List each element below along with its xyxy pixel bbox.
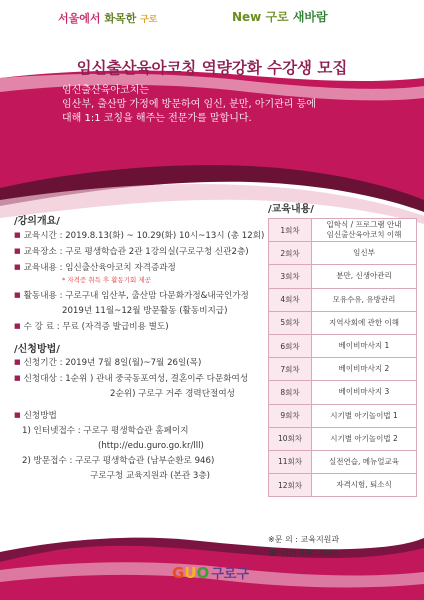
- seoul-slogan-logo: [58, 10, 157, 26]
- session-cell: 9회차: [269, 404, 312, 427]
- list-item: ■ 교육장소 : 구로 평생학습관 2관 1강의실(구로구청 신관2층): [14, 247, 249, 257]
- session-cell: 12회차: [269, 474, 312, 497]
- session-cell: 8회차: [269, 381, 312, 404]
- topic-cell: [312, 450, 417, 473]
- topic-cell: [312, 427, 417, 450]
- list-item: ■ 활동내용 : 구로구내 임산부, 출산맘 다문화가정&내국인가정: [14, 291, 249, 301]
- table-row: [269, 427, 417, 450]
- intro-line: 대해 1:1 코칭을 해주는 전문가를 말합니다.: [62, 113, 252, 124]
- intro-line: 임산부, 출산맘 가정에 방문하여 임신, 분만, 아기관리 등에: [62, 99, 316, 110]
- table-row: [269, 474, 417, 497]
- page-title: 임신출산육아코칭 역량강화 수강생 모집: [76, 59, 348, 77]
- visit-apply-office: 구로구청 교육지원과 (본관 3층): [90, 471, 210, 481]
- apply-heading: /신청방법/: [14, 344, 60, 355]
- topic-text: 분만, 신생아관리: [336, 271, 392, 281]
- topic-cell: [312, 404, 417, 427]
- apply-list: [14, 355, 248, 484]
- visit-apply: 2) 방문접수 : 구로구 평생학습관 (남부순환로 946): [22, 456, 215, 466]
- session-cell: 10회차: [269, 427, 312, 450]
- topic-text: 베이비마사지 2: [338, 364, 390, 374]
- table-row: [269, 381, 417, 404]
- topic-cell: [312, 381, 417, 404]
- session-cell: 1회차: [269, 219, 312, 242]
- logo-letter-g: G: [172, 564, 185, 582]
- list-item: ■ 신청방법: [14, 411, 57, 421]
- course-overview-heading: /강의개요/: [14, 216, 60, 227]
- table-row: [269, 404, 417, 427]
- list-item-continuation: 2순위) 구로구 거주 경력단절여성: [110, 389, 235, 399]
- intro-text: [62, 84, 382, 126]
- topic-text: 실전연습, 메뉴얼교육: [329, 456, 399, 466]
- list-item-continuation: 2019년 11월~12월 방문활동 (활동비지급): [62, 306, 228, 316]
- list-item: ■ 신청기간 : 2019년 7월 8일(월)~7월 26일(목): [14, 358, 202, 368]
- logo-letter-o: O: [196, 564, 210, 582]
- logo-row: [0, 4, 424, 34]
- table-row: [269, 311, 417, 334]
- topic-cell: [312, 311, 417, 334]
- logo-name: 구로구: [211, 567, 249, 582]
- guro-gu-logo: [172, 563, 249, 582]
- table-row: [269, 265, 417, 288]
- table-row: [269, 334, 417, 357]
- topic-cell: [312, 474, 417, 497]
- list-item: ■ 신청대상 : 1순위 ) 관내 중국동포여성, 결혼이주 다문화여성: [14, 374, 249, 384]
- new-guro-logo: [232, 8, 328, 25]
- table-row: [269, 288, 417, 311]
- logo-left-main: 화목한: [104, 12, 137, 25]
- table-row: [269, 450, 417, 473]
- table-row: [269, 242, 417, 265]
- session-cell: 4회차: [269, 288, 312, 311]
- topic-text: 베이비마사지 1: [338, 341, 390, 351]
- topic-cell: [312, 219, 417, 242]
- logo-right-main: New 구로: [232, 10, 289, 24]
- logo-right-suffix: 새바람: [292, 10, 328, 24]
- list-item: ■ 교육시간 : 2019.8.13(화) ~ 10.29(화) 10시~13시 (총 12회): [14, 231, 265, 241]
- topic-text: 자격시험, 퇴소식: [336, 480, 392, 490]
- content-note: * 자격증 취득 후 활동기회 제공: [62, 276, 151, 284]
- topic-text: 임신부: [353, 248, 375, 258]
- schedule-table: [268, 218, 417, 497]
- online-apply: 1) 인터넷접수 : 구로구 평생학습관 홈페이지: [22, 426, 189, 436]
- table-row: [269, 358, 417, 381]
- intro-line: 임신출산육아코치는: [62, 85, 149, 96]
- topic-cell: [312, 334, 417, 357]
- list-item: ■ 교육내용 : 임신출산육아코치 자격증과정: [14, 263, 176, 273]
- session-cell: 2회차: [269, 242, 312, 265]
- topic-text: 시기별 아기놀이법 2: [330, 433, 398, 443]
- topic-text: 베이비마사지 3: [338, 387, 390, 397]
- topic-cell: [312, 242, 417, 265]
- topic-text-line2: 임신출산육아코치 이해: [326, 230, 402, 240]
- contact-phone: ☎ (02) 860-2660: [268, 549, 338, 558]
- logo-letter-u: U: [184, 564, 197, 582]
- contact-dept: ※문 의 : 교육지원과: [268, 535, 340, 544]
- list-item: ■ 수 강 료 : 무료 (자격증 발급비용 별도): [14, 322, 169, 332]
- schedule-heading: /교육내용/: [268, 204, 314, 215]
- table-row: [269, 219, 417, 242]
- logo-left-suffix: 구로: [140, 15, 158, 25]
- session-cell: 11회차: [269, 450, 312, 473]
- logo-left-prefix: 서울에서: [58, 12, 101, 25]
- topic-cell: [312, 265, 417, 288]
- online-apply-url[interactable]: (http://edu.guro.go.kr/lll): [98, 441, 204, 451]
- topic-cell: [312, 288, 417, 311]
- topic-text: 모유수유, 유방관리: [332, 294, 396, 304]
- contact-info: [268, 533, 339, 561]
- course-overview-list: [14, 228, 264, 335]
- topic-cell: [312, 358, 417, 381]
- session-cell: 7회차: [269, 358, 312, 381]
- topic-text: 입학식 / 프로그램 안내: [326, 220, 402, 230]
- session-cell: 6회차: [269, 334, 312, 357]
- session-cell: 5회차: [269, 311, 312, 334]
- session-cell: 3회차: [269, 265, 312, 288]
- topic-text: 지역사회에 관한 이해: [329, 317, 399, 327]
- topic-text: 시기별 아기놀이법 1: [330, 410, 398, 420]
